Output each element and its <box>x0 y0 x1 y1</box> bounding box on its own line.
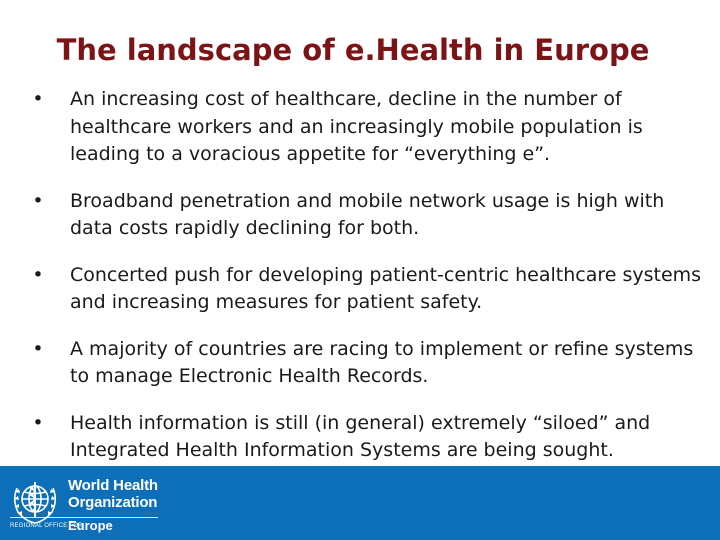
bullet-item <box>28 410 712 465</box>
bullet-text: A majority of countries are racing to implement or refine systems to manage Electronic Health Records. <box>70 337 694 387</box>
bullet-dot: • <box>32 189 44 212</box>
bullet-list <box>28 86 712 484</box>
org-name-line2: Organization <box>68 494 158 511</box>
bullet-dot: • <box>32 88 44 110</box>
regional-office-label: REGIONAL OFFICE FOR <box>10 523 83 529</box>
bullet-text: An increasing cost of healthcare, decline in the number of healthcare workers and an increasingly mobile population is leading to a voracious appetite for “everything e”. <box>70 88 643 165</box>
org-name-line1: World Health <box>68 477 158 494</box>
bullet-text: Broadband penetration and mobile network usage is high with data costs rapidly declining for both. <box>70 189 665 239</box>
bullet-dot: • <box>32 337 44 360</box>
slide-title: The landscape of e.Health in Europe <box>56 33 650 67</box>
region-name: Europe <box>68 518 113 533</box>
who-logo <box>8 474 178 534</box>
bullet-item <box>28 86 712 169</box>
bullet-item <box>28 188 712 243</box>
bullet-item <box>28 336 712 391</box>
bullet-text: Health information is still (in general) extremely “siloed” and Integrated Health Information Systems are being sought. <box>70 411 651 461</box>
bullet-dot: • <box>32 411 44 434</box>
bullet-item <box>28 262 712 317</box>
who-emblem-icon <box>8 474 62 528</box>
bullet-dot: • <box>32 263 44 286</box>
bullet-text: Concerted push for developing patient-centric healthcare systems and increasing measures for patient safety. <box>70 263 702 313</box>
footer-band <box>0 466 720 540</box>
